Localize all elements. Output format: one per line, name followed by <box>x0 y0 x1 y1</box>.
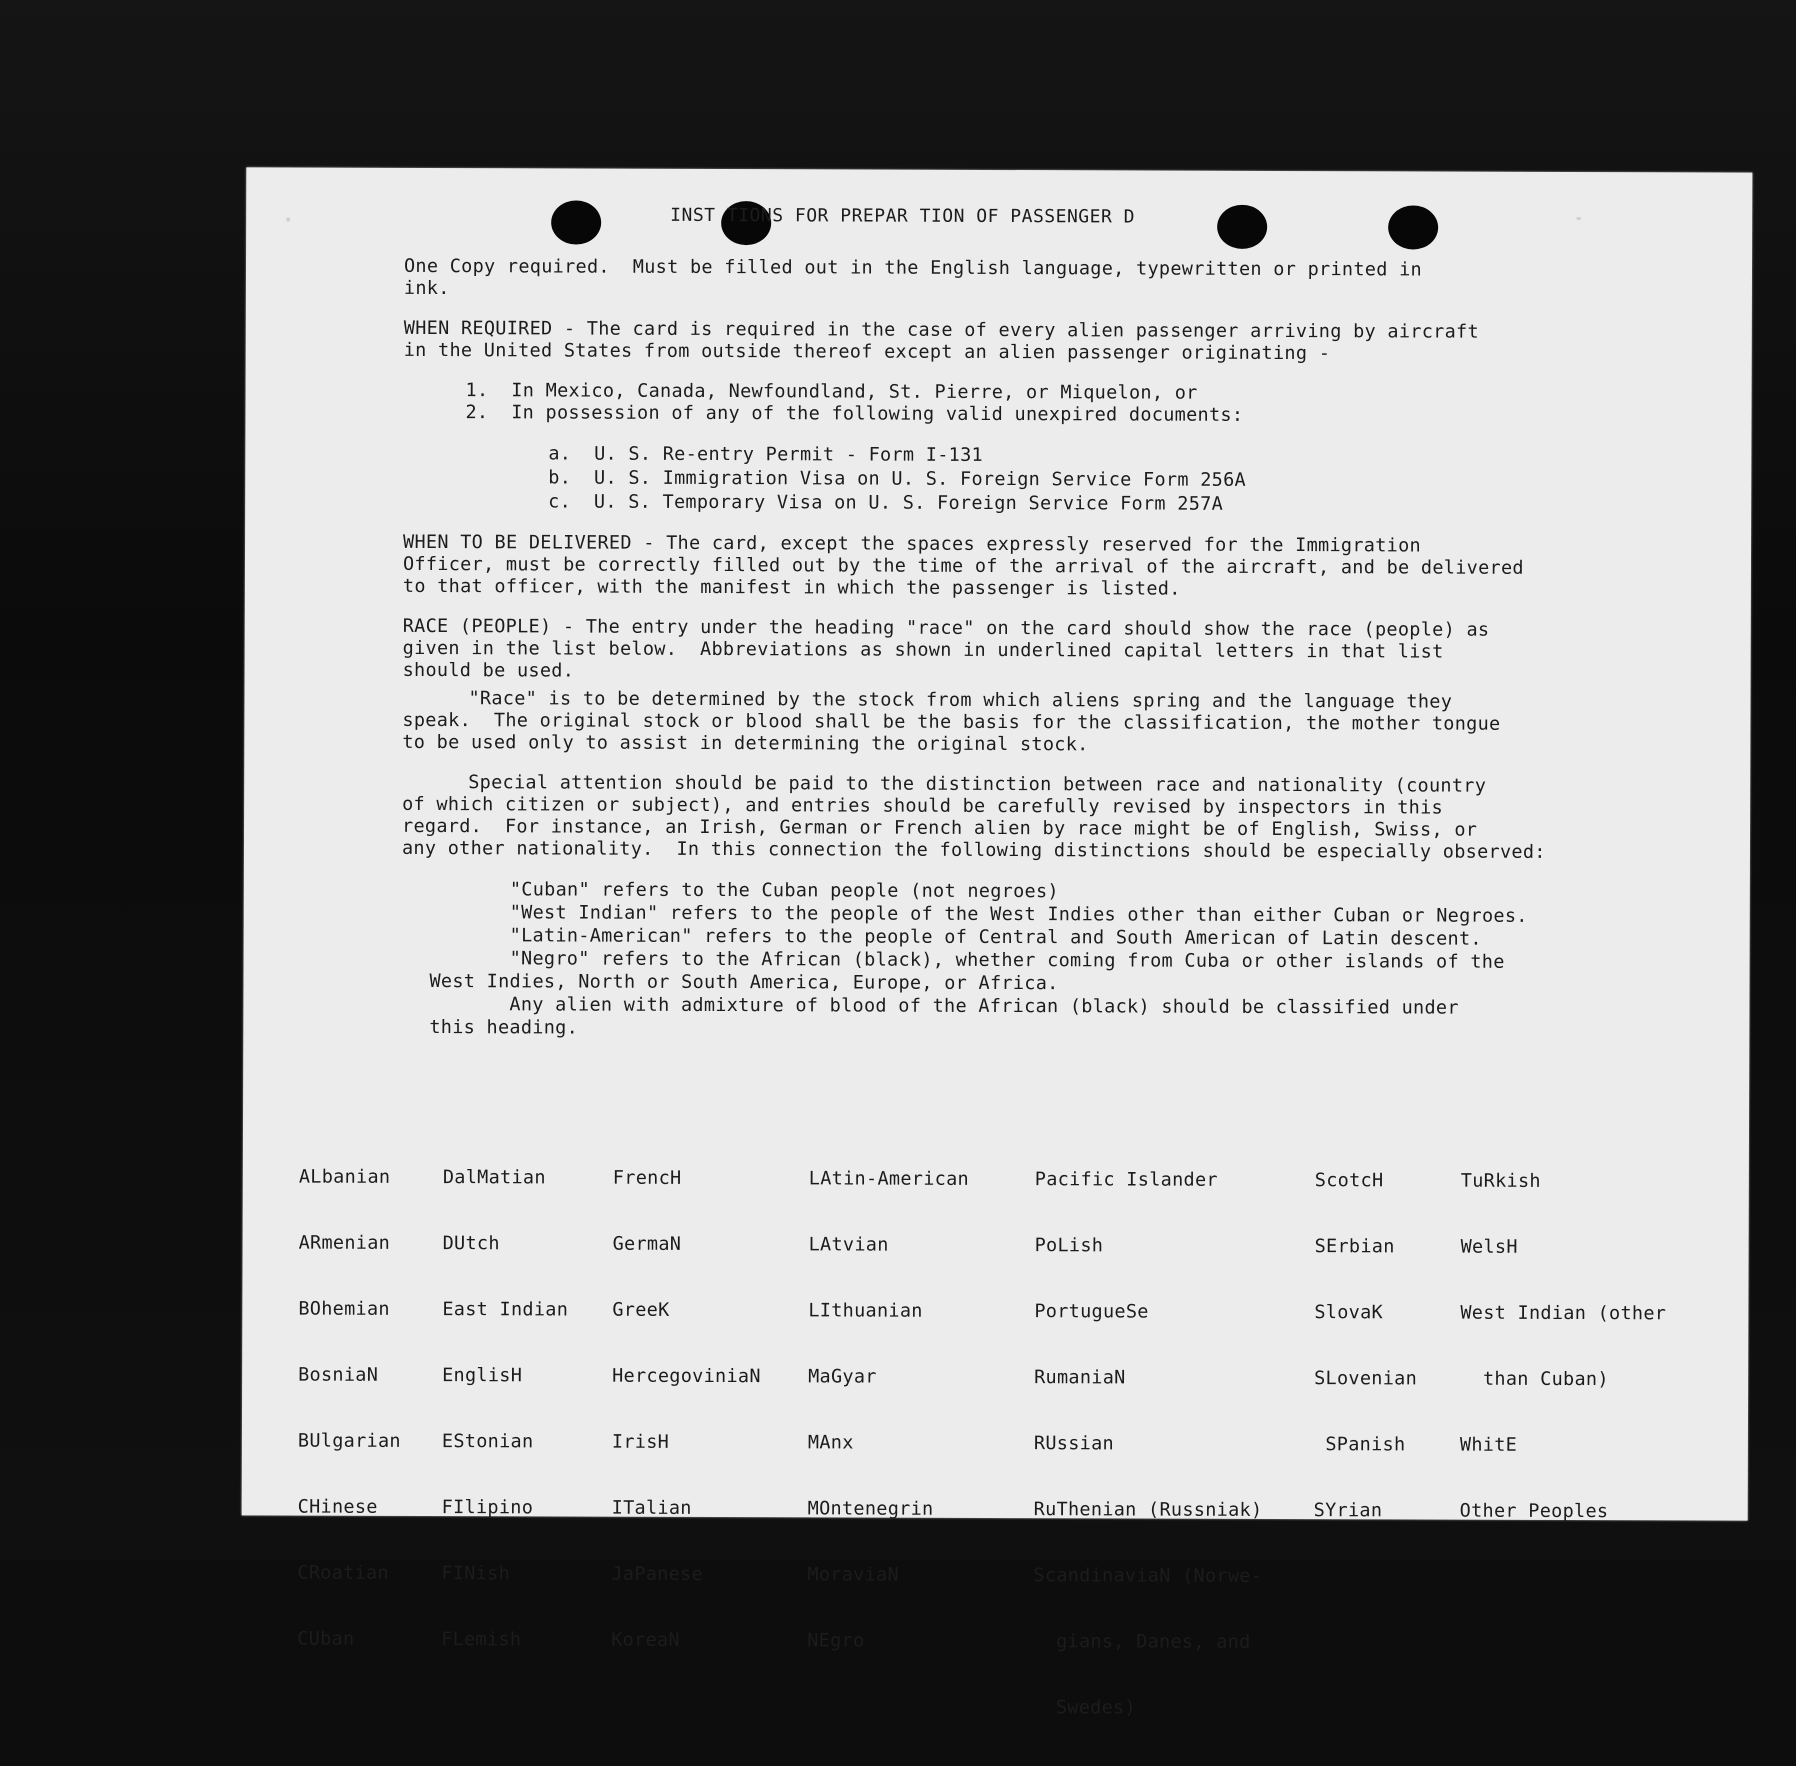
race-item: FLemish <box>441 1629 522 1651</box>
race-item: MOntenegrin <box>807 1498 934 1520</box>
race-item: LAtvian <box>808 1234 889 1256</box>
race-line: RACE (PEOPLE) - The entry under the heading "race" on the card should show the race (people) as <box>402 615 1490 641</box>
lettered-item: a. U. S. Re-entry Permit - Form I-131 <box>548 443 984 466</box>
distinction-negro-continued: West Indies, North or South America, Europe, or Africa. <box>429 971 1059 995</box>
race-item: SErbian <box>1314 1236 1395 1258</box>
race-item: BUlgarian <box>297 1430 401 1452</box>
race-column <box>611 1124 762 1697</box>
race-item: TuRkish <box>1460 1170 1541 1192</box>
distinction-cuban: "Cuban" refers to the Cuban people (not negroes) <box>509 879 1059 903</box>
distinction-admixture-continued: this heading. <box>429 1017 579 1039</box>
race-item: SlovaK <box>1314 1302 1384 1324</box>
numbered-item: 1. In Mexico, Canada, Newfoundland, St. Pierre, or Miquelon, or <box>465 380 1198 404</box>
race-line: should be used. <box>402 659 575 682</box>
intro-line: ink. <box>403 277 450 300</box>
race-item: West Indian (other <box>1460 1302 1667 1325</box>
distinction-west-indian: "West Indian" refers to the people of the West Indies other than either Cuban or Negroes. <box>509 902 1528 927</box>
race-item: ITalian <box>611 1497 692 1519</box>
race-item: MoraviaN <box>807 1564 899 1586</box>
race-item: FINish <box>441 1563 511 1585</box>
when-delivered-line: Officer, must be correctly filled out by the time of the arrival of the aircraft, and be delivered <box>402 553 1524 579</box>
numbered-item: 2. In possession of any of the following valid unexpired documents: <box>465 402 1244 426</box>
race-item: RuThenian (Russniak) <box>1033 1499 1263 1521</box>
race-item: CRoatian <box>297 1562 390 1584</box>
race-item: PoLish <box>1034 1235 1104 1257</box>
document-title: INST TIONS FOR PREPAR TION OF PASSENGER D <box>670 204 1136 228</box>
race-column <box>807 1124 969 1697</box>
race-item: EnglisH <box>442 1365 523 1387</box>
race-item: CHinese <box>297 1496 378 1518</box>
race-item: MAnx <box>807 1432 854 1454</box>
race-item: GermaN <box>612 1233 682 1255</box>
race-item: Swedes) <box>1032 1697 1136 1719</box>
distinction-negro: "Negro" refers to the African (black), whether coming from Cuba or other islands of the <box>509 948 1505 973</box>
race-item: than Cuban) <box>1460 1368 1609 1391</box>
race-item: BosniaN <box>298 1364 379 1386</box>
document-page <box>242 167 1753 1719</box>
distinction-admixture: Any alien with admixture of blood of the African (black) should be classified under <box>509 994 1459 1019</box>
race-item: JaPanese <box>611 1563 704 1585</box>
stock-line: to be used only to assist in determining the original stock. <box>402 731 1089 756</box>
race-item: RUssian <box>1033 1433 1115 1455</box>
special-line: of which citizen or subject), and entries should be carefully revised by inspectors in this <box>402 793 1444 819</box>
intro-line: One Copy required. Must be filled out in the English language, typewritten or printed in <box>403 255 1423 281</box>
race-column <box>1313 1126 1417 1566</box>
race-item: NEgro <box>807 1630 865 1652</box>
race-line: given in the list below. Abbreviations as shown in underlined capital letters in that list <box>402 637 1444 663</box>
lettered-item: b. U. S. Immigration Visa on U. S. Foreign Service Form 256A <box>548 467 1247 491</box>
special-line: regard. For instance, an Irish, German or French alien by race might be of English, Swiss, or <box>402 815 1478 841</box>
race-item: DUtch <box>442 1233 500 1255</box>
race-item: ALbanian <box>298 1166 391 1188</box>
race-item: WelsH <box>1460 1236 1518 1258</box>
race-column <box>1033 1125 1264 1764</box>
race-item: LAtin-American <box>808 1168 970 1190</box>
lettered-item: c. U. S. Temporary Visa on U. S. Foreign Service Form 257A <box>548 491 1224 515</box>
punch-hole <box>1388 205 1438 249</box>
race-item: Pacific Islander <box>1034 1169 1218 1191</box>
document-body <box>401 256 1744 1044</box>
race-item: SLovenian <box>1314 1368 1418 1390</box>
race-item: CUban <box>297 1628 355 1650</box>
race-item: ScandinaviaN (Norwe- <box>1033 1565 1263 1587</box>
race-item: ScotcH <box>1314 1170 1384 1192</box>
race-item: East Indian <box>442 1299 569 1321</box>
race-column <box>1459 1127 1666 1568</box>
race-item: MaGyar <box>808 1366 877 1388</box>
race-item: Other Peoples <box>1459 1500 1609 1523</box>
race-item: WhitE <box>1459 1434 1518 1456</box>
race-item: FrencH <box>612 1167 682 1189</box>
punch-hole <box>551 200 601 244</box>
race-item: gians, Danes, and <box>1033 1631 1251 1653</box>
race-item: ARmenian <box>298 1232 391 1254</box>
punch-hole <box>1217 205 1267 249</box>
race-item: PortugueSe <box>1034 1301 1149 1323</box>
when-required-line: in the United States from outside thereof except an alien passenger originating - <box>403 339 1331 365</box>
distinction-latin-american: "Latin-American" refers to the people of Central and South American of Latin descent. <box>509 925 1482 950</box>
race-column <box>297 1123 402 1695</box>
stock-line: "Race" is to be determined by the stock from which aliens spring and the language they <box>468 688 1453 713</box>
race-column <box>441 1123 569 1695</box>
special-line: Special attention should be paid to the distinction between race and nationality (country <box>468 772 1487 797</box>
race-item: LIthuanian <box>808 1300 923 1322</box>
special-line: any other nationality. In this connection the following distinctions should be especially observed: <box>401 837 1546 863</box>
when-delivered-line: to that officer, with the manifest in which the passenger is listed. <box>402 575 1181 600</box>
when-delivered-line: WHEN TO BE DELIVERED - The card, except the spaces expressly reserved for the Immigration <box>403 531 1422 557</box>
race-item: FIlipino <box>441 1497 534 1519</box>
race-item: SPanish <box>1313 1434 1406 1456</box>
race-item: EStonian <box>441 1431 534 1453</box>
race-item: IrisH <box>611 1431 670 1453</box>
race-item: RumaniaN <box>1034 1367 1126 1389</box>
race-item: KoreaN <box>611 1629 680 1651</box>
race-item: SYrian <box>1313 1500 1383 1522</box>
race-item: BOhemian <box>298 1298 390 1320</box>
when-required-line: WHEN REQUIRED - The card is required in the case of every alien passenger arriving by aircraft <box>403 317 1479 343</box>
race-item: HercegoviniaN <box>612 1365 761 1388</box>
race-item: GreeK <box>612 1299 670 1321</box>
race-item: DalMatian <box>442 1167 546 1189</box>
stock-line: speak. The original stock or blood shall be the basis for the classification, the mother tongue <box>402 709 1501 735</box>
